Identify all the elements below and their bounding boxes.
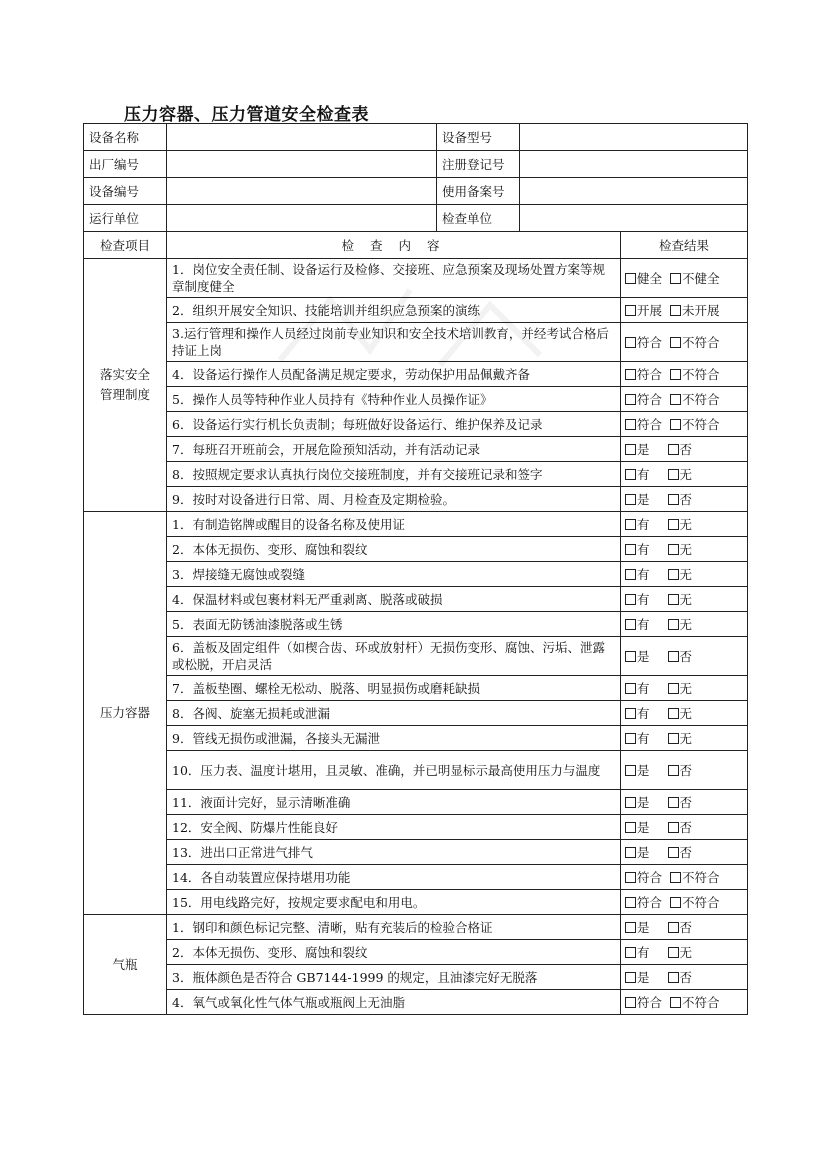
check-item-text: 2．本体无损伤、变形、腐蚀和裂纹 [167,940,621,965]
checkbox-icon[interactable] [625,922,636,933]
checklist-row [84,965,748,990]
result-option[interactable] [670,868,720,886]
checkbox-icon[interactable] [668,594,679,605]
check-result-cell [621,940,748,965]
result-option-label: 是 [637,820,650,835]
check-result-cell [621,298,748,323]
result-option-label: 否 [679,820,693,835]
checkbox-icon[interactable] [625,419,636,430]
check-item-text: 7．每班召开班前会，开展危险预知活动，并有活动记录 [167,437,621,462]
result-option-label: 有 [637,731,650,746]
checkbox-icon[interactable] [668,972,679,983]
result-option-label: 无 [679,617,693,632]
result-option-label: 否 [679,649,693,664]
info-value-field[interactable] [520,205,748,232]
check-result-cell [621,323,748,362]
result-option[interactable] [625,704,650,722]
result-option-label: 符合 [637,995,663,1010]
check-item-text: 4．氧气或氧化性气体气瓶或瓶阀上无油脂 [167,990,621,1015]
checkbox-icon[interactable] [625,972,636,983]
checklist-row [84,412,748,437]
result-option[interactable] [625,365,662,383]
check-result-cell [621,751,748,790]
checklist-row [84,915,748,940]
check-result-cell [621,362,748,387]
check-item-text: 8．各阀、旋塞无损耗或泄漏 [167,701,621,726]
checklist-row [84,637,748,676]
result-option-label: 不符合 [682,392,720,407]
result-option-label: 符合 [637,895,663,910]
result-option-label: 符合 [637,870,663,885]
info-value-field[interactable] [167,151,437,178]
result-option[interactable] [668,465,693,483]
check-item-text: 6．盖板及固定组件（如楔合齿、环或放射杆）无损伤变形、腐蚀、污垢、泄露或松脱，开启灵活 [167,637,621,676]
check-item-text: 12．安全阀、防爆片性能良好 [167,815,621,840]
checklist-row [84,298,748,323]
result-option[interactable] [625,968,650,986]
check-result-cell [621,840,748,865]
result-option-label: 否 [679,970,693,985]
result-option-label: 有 [637,517,650,532]
result-option[interactable] [668,647,693,665]
result-option-label: 符合 [637,417,663,432]
check-result-cell [621,790,748,815]
checkbox-icon[interactable] [668,619,679,630]
checkbox-icon[interactable] [668,519,679,530]
check-result-cell [621,562,748,587]
check-result-cell [621,915,748,940]
result-option-label: 无 [679,467,693,482]
info-label: 设备名称 [84,124,167,151]
result-option-label: 健全 [637,271,663,286]
category-cell [84,259,167,512]
result-option[interactable] [670,269,720,287]
check-result-cell [621,437,748,462]
result-option-label: 有 [637,592,650,607]
checkbox-icon[interactable] [625,494,636,505]
checkbox-icon[interactable] [670,872,681,883]
result-option[interactable] [625,761,650,779]
info-label: 使用备案号 [437,178,520,205]
check-result-cell [621,990,748,1015]
checkbox-icon[interactable] [625,765,636,776]
info-value-field[interactable] [167,205,437,232]
checkbox-icon[interactable] [668,683,679,694]
checklist-row [84,701,748,726]
result-option-label: 未开展 [682,303,720,318]
check-result-cell [621,815,748,840]
result-option[interactable] [668,793,693,811]
checklist-row [84,362,748,387]
info-label: 注册登记号 [437,151,520,178]
checkbox-icon[interactable] [625,544,636,555]
checkbox-icon[interactable] [625,947,636,958]
checklist-row [84,790,748,815]
category-cell [84,915,167,1015]
info-row [84,151,748,178]
checkbox-icon[interactable] [625,519,636,530]
checkbox-icon[interactable] [668,444,679,455]
checkbox-icon[interactable] [670,305,681,316]
check-item-text: 1．钢印和颜色标记完整、清晰，贴有充装后的检验合格证 [167,915,621,940]
result-option-label: 有 [637,706,650,721]
checklist-row [84,437,748,462]
result-option-label: 不符合 [682,367,720,382]
check-result-cell [621,865,748,890]
checkbox-icon[interactable] [668,708,679,719]
checklist-row [84,537,748,562]
result-option-label: 是 [637,920,650,935]
checkbox-icon[interactable] [670,897,681,908]
result-option-label: 无 [679,706,693,721]
category-label: 压力容器 [99,705,150,720]
check-result-cell [621,487,748,512]
checkbox-icon[interactable] [668,569,679,580]
inspection-table [83,123,748,1015]
check-item-text: 2．本体无损伤、变形、腐蚀和裂纹 [167,537,621,562]
checklist-row [84,890,748,915]
checkbox-icon[interactable] [670,419,681,430]
check-item-text: 6．设备运行实行机长负责制；每班做好设备运行、维护保养及记录 [167,412,621,437]
result-option[interactable] [668,440,693,458]
checkbox-icon[interactable] [625,872,636,883]
result-option-label: 不符合 [682,870,720,885]
result-option[interactable] [625,843,650,861]
result-option-label: 无 [679,517,693,532]
info-row [84,205,748,232]
result-option-label: 有 [637,467,650,482]
checkbox-icon[interactable] [625,569,636,580]
info-value-field[interactable] [167,178,437,205]
checkbox-icon[interactable] [625,394,636,405]
checkbox-icon[interactable] [670,369,681,380]
result-option-label: 无 [679,542,693,557]
result-option[interactable] [625,415,662,433]
info-value-field[interactable] [520,151,748,178]
result-option-label: 有 [637,681,650,696]
check-result-cell [621,726,748,751]
result-option-label: 是 [637,492,650,507]
result-option-label: 否 [679,845,693,860]
checkbox-icon[interactable] [625,651,636,662]
checklist-row [84,990,748,1015]
check-result-cell [621,701,748,726]
checkbox-icon[interactable] [668,765,679,776]
result-option[interactable] [670,993,720,1011]
result-option-label: 否 [679,763,693,778]
result-option-label: 是 [637,763,650,778]
check-result-cell [621,676,748,701]
check-result-cell [621,259,748,298]
result-option-label: 无 [679,945,693,960]
result-option[interactable] [625,490,650,508]
check-item-text: 11．液面计完好，显示清晰准确 [167,790,621,815]
checkbox-icon[interactable] [668,544,679,555]
info-label: 运行单位 [84,205,167,232]
checklist-row [84,487,748,512]
result-option[interactable] [668,843,693,861]
check-item-text: 4．设备运行操作人员配备满足规定要求，劳动保护用品佩戴齐备 [167,362,621,387]
checkbox-icon[interactable] [625,619,636,630]
result-option[interactable] [668,540,693,558]
checklist-row [84,512,748,537]
checklist-row [84,323,748,362]
checklist-row [84,387,748,412]
result-option[interactable] [668,590,693,608]
result-option[interactable] [668,761,693,779]
result-option-label: 符合 [637,392,663,407]
result-option-label: 不符合 [682,335,720,350]
category-cell [84,512,167,915]
checklist-row [84,612,748,637]
result-option[interactable] [668,565,693,583]
checkbox-icon[interactable] [625,444,636,455]
checkbox-icon[interactable] [668,947,679,958]
result-option[interactable] [625,868,662,886]
checkbox-icon[interactable] [625,822,636,833]
result-option[interactable] [625,893,662,911]
result-option[interactable] [625,679,650,697]
checkbox-icon[interactable] [625,469,636,480]
checklist-row [84,259,748,298]
result-option-label: 有 [637,542,650,557]
result-option[interactable] [668,615,693,633]
check-item-text: 13．进出口正常进气排气 [167,840,621,865]
checkbox-icon[interactable] [625,337,636,348]
checkbox-icon[interactable] [670,394,681,405]
result-option[interactable] [625,333,662,351]
info-label: 设备型号 [437,124,520,151]
checkbox-icon[interactable] [668,847,679,858]
check-item-text: 5．操作人员等特种作业人员持有《特种作业人员操作证》 [167,387,621,412]
check-item-text: 14．各自动装置应保持堪用功能 [167,865,621,890]
result-option[interactable] [625,465,650,483]
result-option-label: 是 [637,970,650,985]
check-item-text: 3.运行管理和操作人员经过岗前专业知识和安全技术培训教育，并经考试合格后持证上岗 [167,323,621,362]
page-title: 压力容器、压力管道安全检查表 [124,105,369,125]
result-option[interactable] [670,333,720,351]
checklist-row [84,562,748,587]
result-option-label: 否 [679,492,693,507]
checkbox-icon[interactable] [625,897,636,908]
info-row [84,124,748,151]
result-option-label: 否 [679,920,693,935]
check-result-cell [621,890,748,915]
checkbox-icon[interactable] [625,369,636,380]
info-value-field[interactable] [520,124,748,151]
info-label: 出厂编号 [84,151,167,178]
result-option[interactable] [668,515,693,533]
result-option[interactable] [625,301,662,319]
result-option-label: 有 [637,617,650,632]
check-item-text: 10．压力表、温度计堪用，且灵敏、准确，并已明显标示最高使用压力与温度 [167,751,621,790]
result-option[interactable] [670,415,720,433]
checkbox-icon[interactable] [625,594,636,605]
result-option[interactable] [668,943,693,961]
result-option-label: 无 [679,731,693,746]
info-label: 检查单位 [437,205,520,232]
result-option-label: 否 [679,442,693,457]
checkbox-icon[interactable] [625,997,636,1008]
check-result-cell [621,637,748,676]
check-item-text: 2．组织开展安全知识、技能培训并组织应急预案的演练 [167,298,621,323]
checkbox-icon[interactable] [625,683,636,694]
result-option-label: 开展 [637,303,663,318]
result-option[interactable] [668,918,693,936]
result-option[interactable] [668,729,693,747]
result-option-label: 无 [679,592,693,607]
result-option[interactable] [625,918,650,936]
header-result: 检查结果 [621,232,748,259]
result-option-label: 不符合 [682,417,720,432]
header-item: 检查项目 [84,232,167,259]
info-label: 设备编号 [84,178,167,205]
checklist-row [84,865,748,890]
result-option-label: 无 [679,567,693,582]
result-option[interactable] [625,729,650,747]
result-option[interactable] [668,490,693,508]
result-option-label: 有 [637,567,650,582]
check-item-text: 8．按照规定要求认真执行岗位交接班制度，并有交接班记录和签字 [167,462,621,487]
check-result-cell [621,512,748,537]
result-option[interactable] [625,818,650,836]
checklist-row [84,815,748,840]
result-option[interactable] [625,993,662,1011]
result-option[interactable] [670,301,720,319]
check-result-cell [621,612,748,637]
checkbox-icon[interactable] [668,797,679,808]
checkbox-icon[interactable] [668,733,679,744]
category-label: 落实安全管理制度 [99,367,150,402]
header-content: 检 查 内 容 [167,232,621,259]
result-option-label: 否 [679,795,693,810]
result-option[interactable] [625,943,650,961]
check-item-text: 1．有制造铭牌或醒目的设备名称及使用证 [167,512,621,537]
check-result-cell [621,387,748,412]
result-option-label: 是 [637,442,650,457]
check-result-cell [621,965,748,990]
check-item-text: 15．用电线路完好，按规定要求配电和用电。 [167,890,621,915]
result-option-label: 不符合 [682,995,720,1010]
info-value-field[interactable] [167,124,437,151]
result-option[interactable] [625,515,650,533]
checkbox-icon[interactable] [625,847,636,858]
check-item-text: 3．焊接缝无腐蚀或裂缝 [167,562,621,587]
result-option-label: 符合 [637,335,663,350]
checkbox-icon[interactable] [668,494,679,505]
result-option[interactable] [668,704,693,722]
result-option[interactable] [625,590,650,608]
category-label: 气瓶 [112,956,138,972]
check-item-text: 9．按时对设备进行日常、周、月检查及定期检验。 [167,487,621,512]
checklist-row [84,726,748,751]
checklist-row [84,587,748,612]
result-option[interactable] [625,615,650,633]
result-option-label: 无 [679,681,693,696]
result-option[interactable] [668,818,693,836]
result-option[interactable] [625,269,662,287]
check-result-cell [621,412,748,437]
checkbox-icon[interactable] [625,733,636,744]
checkbox-icon[interactable] [625,797,636,808]
result-option-label: 是 [637,649,650,664]
checkbox-icon[interactable] [625,273,636,284]
checklist-row [84,840,748,865]
result-option[interactable] [625,565,650,583]
checkbox-icon[interactable] [668,922,679,933]
result-option[interactable] [670,390,720,408]
checkbox-icon[interactable] [625,708,636,719]
result-option[interactable] [625,793,650,811]
check-result-cell [621,537,748,562]
result-option[interactable] [625,440,650,458]
checkbox-icon[interactable] [625,305,636,316]
result-option[interactable] [668,679,693,697]
checklist-row [84,751,748,790]
checkbox-icon[interactable] [668,469,679,480]
check-item-text: 4．保温材料或包裹材料无严重剥离、脱落或破损 [167,587,621,612]
info-row [84,178,748,205]
checkbox-icon[interactable] [670,337,681,348]
result-option[interactable] [670,365,720,383]
result-option-label: 符合 [637,367,663,382]
result-option[interactable] [625,540,650,558]
checkbox-icon[interactable] [670,997,681,1008]
checklist-row [84,940,748,965]
result-option-label: 不符合 [682,895,720,910]
result-option[interactable] [625,647,650,665]
result-option-label: 有 [637,945,650,960]
check-item-text: 5．表面无防锈油漆脱落或生锈 [167,612,621,637]
check-item-text: 3．瓶体颜色是否符合 GB7144-1999 的规定，且油漆完好无脱落 [167,965,621,990]
checkbox-icon[interactable] [668,822,679,833]
result-option[interactable] [670,893,720,911]
checklist-row [84,462,748,487]
result-option[interactable] [625,390,662,408]
table-header-row [84,232,748,259]
check-item-text: 7．盖板垫圈、螺栓无松动、脱落、明显损伤或磨耗缺损 [167,676,621,701]
result-option-label: 是 [637,795,650,810]
result-option-label: 不健全 [682,271,720,286]
check-result-cell [621,587,748,612]
checkbox-icon[interactable] [670,273,681,284]
check-item-text: 9．管线无损伤或泄漏，各接头无漏泄 [167,726,621,751]
result-option[interactable] [668,968,693,986]
check-item-text: 1．岗位安全责任制、设备运行及检修、交接班、应急预案及现场处置方案等规章制度健全 [167,259,621,298]
checkbox-icon[interactable] [668,651,679,662]
check-result-cell [621,462,748,487]
result-option-label: 是 [637,845,650,860]
checklist-row [84,676,748,701]
info-value-field[interactable] [520,178,748,205]
